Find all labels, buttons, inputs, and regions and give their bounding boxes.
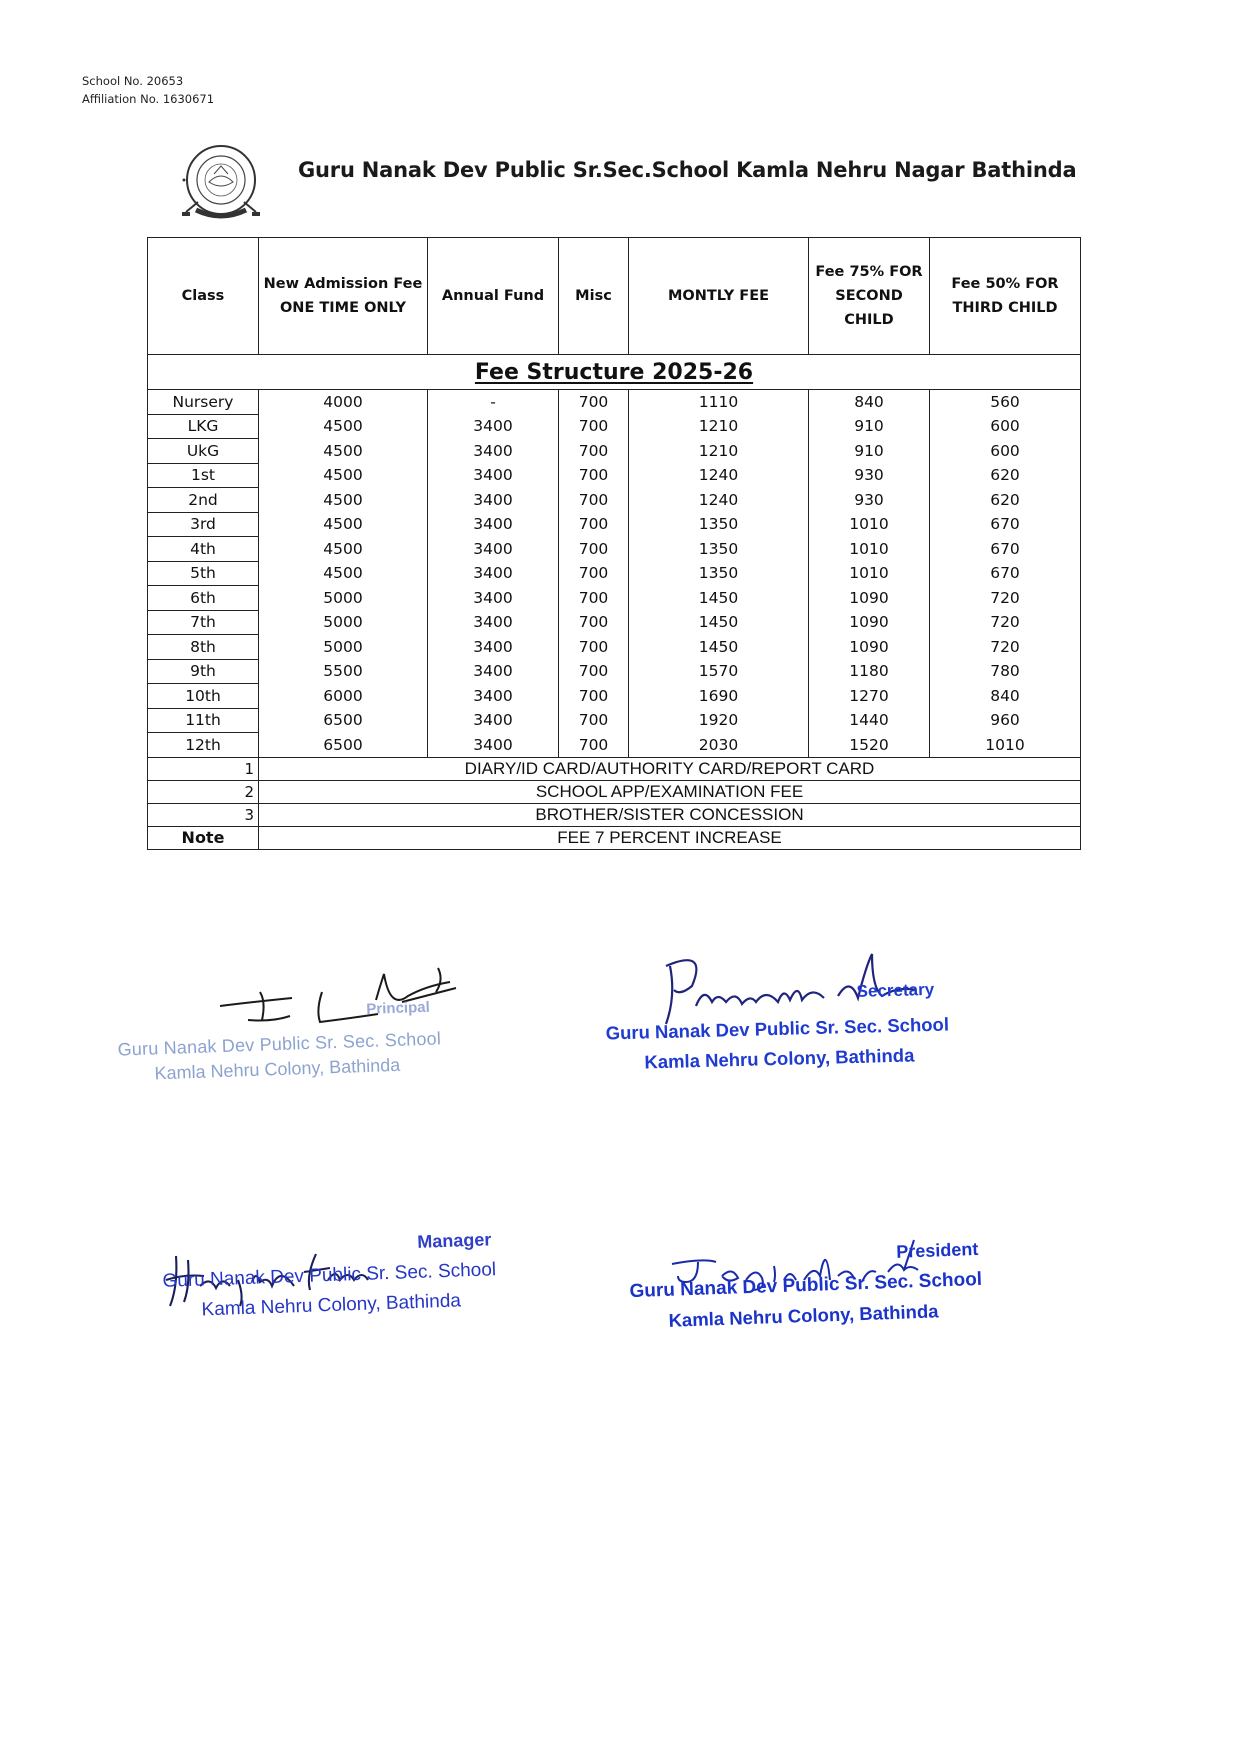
column-header-line: MONTLY FEE (667, 288, 770, 304)
fee-cell: 1270 (809, 684, 930, 709)
class-cell: 11th (148, 708, 259, 733)
fee-cell: 3400 (428, 610, 559, 635)
school-number: School No. 20653 (82, 74, 184, 88)
class-cell: 9th (148, 659, 259, 684)
fee-cell: 5000 (259, 610, 428, 635)
class-cell: 5th (148, 561, 259, 586)
column-header-line: New Admission Fee (263, 276, 423, 292)
column-header (148, 238, 259, 355)
fee-cell: - (428, 390, 559, 415)
table-row (148, 561, 1081, 586)
secretary-role: Secretary (856, 979, 935, 1001)
class-cell: 2nd (148, 488, 259, 513)
registration-info (82, 72, 214, 108)
fee-cell: 1570 (629, 659, 809, 684)
fee-cell: 4500 (259, 439, 428, 464)
note-number: 3 (148, 803, 259, 826)
president-stamp (629, 1238, 983, 1333)
fee-cell: 3400 (428, 488, 559, 513)
class-cell: LKG (148, 414, 259, 439)
fee-cell: 3400 (428, 733, 559, 758)
fee-cell: 700 (559, 708, 629, 733)
column-header (629, 238, 809, 355)
manager-stamp-line1: Guru Nanak Dev Public Sr. Sec. School (162, 1259, 497, 1292)
fee-cell: 1010 (930, 733, 1081, 758)
fee-cell: 620 (930, 463, 1081, 488)
secretary-stamp (605, 979, 950, 1075)
fee-cell: 1920 (629, 708, 809, 733)
class-cell: 4th (148, 537, 259, 562)
fee-cell: 4500 (259, 414, 428, 439)
fee-cell: 780 (930, 659, 1081, 684)
school-name: Guru Nanak Dev Public Sr.Sec.School Kamla Nehru Nagar Bathinda (298, 158, 1077, 182)
table-caption: Fee Structure 2025-26 (148, 355, 1081, 390)
fee-cell: 670 (930, 512, 1081, 537)
fee-cell: 3400 (428, 684, 559, 709)
fee-cell: 1440 (809, 708, 930, 733)
principal-stamp-line1: Guru Nanak Dev Public Sr. Sec. School (117, 1028, 442, 1060)
table-row (148, 684, 1081, 709)
fee-cell: 700 (559, 439, 629, 464)
table-row (148, 537, 1081, 562)
fee-cell: 700 (559, 733, 629, 758)
note-label: Note (148, 826, 259, 849)
fee-cell: 1090 (809, 635, 930, 660)
fee-cell: 1090 (809, 586, 930, 611)
fee-cell: 4500 (259, 537, 428, 562)
fee-cell: 1520 (809, 733, 930, 758)
column-header (428, 238, 559, 355)
fee-cell: 700 (559, 390, 629, 415)
fee-cell: 700 (559, 610, 629, 635)
note-text: SCHOOL APP/EXAMINATION FEE (259, 780, 1081, 803)
fee-cell: 1180 (809, 659, 930, 684)
note-number: 1 (148, 757, 259, 780)
fee-cell: 3400 (428, 439, 559, 464)
fee-cell: 1240 (629, 488, 809, 513)
fee-cell: 4500 (259, 512, 428, 537)
column-header (559, 238, 629, 355)
note-row (148, 757, 1081, 780)
column-header (809, 238, 930, 355)
class-cell: 12th (148, 733, 259, 758)
fee-cell: 700 (559, 414, 629, 439)
fee-cell: 700 (559, 659, 629, 684)
fee-cell: 720 (930, 586, 1081, 611)
fee-cell: 910 (809, 439, 930, 464)
fee-cell: 670 (930, 537, 1081, 562)
fee-cell: 700 (559, 561, 629, 586)
fee-cell: 1450 (629, 586, 809, 611)
fee-cell: 840 (930, 684, 1081, 709)
fee-cell: 960 (930, 708, 1081, 733)
fee-cell: 1450 (629, 635, 809, 660)
column-header-line: Misc (575, 288, 612, 304)
fee-cell: 1010 (809, 512, 930, 537)
fee-cell: 4500 (259, 561, 428, 586)
fee-cell: 670 (930, 561, 1081, 586)
fee-cell: 600 (930, 439, 1081, 464)
manager-role: Manager (416, 1229, 492, 1252)
fee-cell: 840 (809, 390, 930, 415)
fee-cell: 1240 (629, 463, 809, 488)
fee-cell: 560 (930, 390, 1081, 415)
notes-section (148, 757, 1081, 849)
note-text: DIARY/ID CARD/AUTHORITY CARD/REPORT CARD (259, 757, 1081, 780)
column-header-line: ONE TIME ONLY (279, 300, 407, 316)
note-row (148, 780, 1081, 803)
table-row (148, 610, 1081, 635)
table-header-row (148, 238, 1081, 355)
class-cell: 3rd (148, 512, 259, 537)
fee-cell: 5000 (259, 586, 428, 611)
column-header-line: Fee 50% FOR (951, 276, 1059, 292)
fee-cell: 3400 (428, 463, 559, 488)
fee-cell: 700 (559, 586, 629, 611)
column-header (259, 238, 428, 355)
table-row (148, 463, 1081, 488)
fee-cell: 4000 (259, 390, 428, 415)
column-header-line: Class (181, 288, 225, 304)
table-row (148, 733, 1081, 758)
table-row (148, 390, 1081, 415)
class-cell: 8th (148, 635, 259, 660)
fee-cell: 3400 (428, 414, 559, 439)
fee-cell: 3400 (428, 659, 559, 684)
fee-cell: 700 (559, 463, 629, 488)
principal-signature (212, 962, 474, 1030)
school-logo (178, 140, 264, 224)
fee-cell: 6000 (259, 684, 428, 709)
principal-stamp (117, 998, 442, 1085)
fee-cell: 6500 (259, 733, 428, 758)
class-cell: Nursery (148, 390, 259, 415)
fee-cell: 1110 (629, 390, 809, 415)
fee-cell: 4500 (259, 488, 428, 513)
fee-cell: 1350 (629, 561, 809, 586)
column-header-line: SECOND (835, 288, 903, 304)
fee-cell: 3400 (428, 635, 559, 660)
class-cell: UkG (148, 439, 259, 464)
president-role: President (895, 1238, 979, 1262)
fee-cell: 3400 (428, 512, 559, 537)
table-row (148, 708, 1081, 733)
table-row (148, 414, 1081, 439)
fee-cell: 720 (930, 610, 1081, 635)
class-cell: 7th (148, 610, 259, 635)
fee-cell: 1350 (629, 512, 809, 537)
manager-stamp-line2: Kamla Nehru Colony, Bathinda (201, 1290, 462, 1321)
fee-cell: 930 (809, 488, 930, 513)
fee-cell: 2030 (629, 733, 809, 758)
table-row (148, 586, 1081, 611)
column-header-line: THIRD CHILD (952, 300, 1058, 316)
fee-cell: 6500 (259, 708, 428, 733)
fee-cell: 930 (809, 463, 930, 488)
note-footer-text: FEE 7 PERCENT INCREASE (259, 826, 1081, 849)
fee-cell: 1010 (809, 561, 930, 586)
fee-cell: 1210 (629, 414, 809, 439)
fee-cell: 1450 (629, 610, 809, 635)
table-row (148, 488, 1081, 513)
fee-cell: 700 (559, 684, 629, 709)
column-header-line: CHILD (844, 312, 894, 328)
class-cell: 1st (148, 463, 259, 488)
table-row (148, 635, 1081, 660)
note-text: BROTHER/SISTER CONCESSION (259, 803, 1081, 826)
fee-cell: 5500 (259, 659, 428, 684)
fee-cell: 1090 (809, 610, 930, 635)
fee-cell: 4500 (259, 463, 428, 488)
fee-cell: 1690 (629, 684, 809, 709)
note-number: 2 (148, 780, 259, 803)
fee-cell: 700 (559, 537, 629, 562)
note-footer-row (148, 826, 1081, 849)
secretary-stamp-line1: Guru Nanak Dev Public Sr. Sec. School (605, 1013, 950, 1044)
president-stamp-line2: Kamla Nehru Colony, Bathinda (668, 1300, 939, 1331)
fee-cell: 1210 (629, 439, 809, 464)
fee-cell: 700 (559, 512, 629, 537)
class-cell: 6th (148, 586, 259, 611)
class-cell: 10th (148, 684, 259, 709)
fee-cell: 3400 (428, 537, 559, 562)
fee-cell: 1350 (629, 537, 809, 562)
fee-cell: 700 (559, 488, 629, 513)
table-body (148, 390, 1081, 758)
fee-cell: 3400 (428, 561, 559, 586)
secretary-stamp-line2: Kamla Nehru Colony, Bathinda (644, 1044, 915, 1073)
column-header (930, 238, 1081, 355)
fee-cell: 720 (930, 635, 1081, 660)
column-header-line: Annual Fund (441, 288, 545, 304)
fee-cell: 3400 (428, 708, 559, 733)
principal-stamp-line2: Kamla Nehru Colony, Bathinda (154, 1054, 401, 1084)
principal-role: Principal (366, 998, 431, 1018)
fee-cell: 700 (559, 635, 629, 660)
fee-cell: 600 (930, 414, 1081, 439)
fee-cell: 1010 (809, 537, 930, 562)
affiliation-number: Affiliation No. 1630671 (82, 92, 215, 106)
fee-cell: 5000 (259, 635, 428, 660)
table-row (148, 512, 1081, 537)
fee-cell: 910 (809, 414, 930, 439)
manager-stamp (162, 1229, 497, 1323)
fee-structure-table (147, 237, 1081, 850)
fee-cell: 620 (930, 488, 1081, 513)
president-stamp-line1: Guru Nanak Dev Public Sr. Sec. School (629, 1268, 983, 1303)
table-row (148, 439, 1081, 464)
note-row (148, 803, 1081, 826)
column-header-line: Fee 75% FOR (815, 264, 923, 280)
table-row (148, 659, 1081, 684)
fee-cell: 3400 (428, 586, 559, 611)
